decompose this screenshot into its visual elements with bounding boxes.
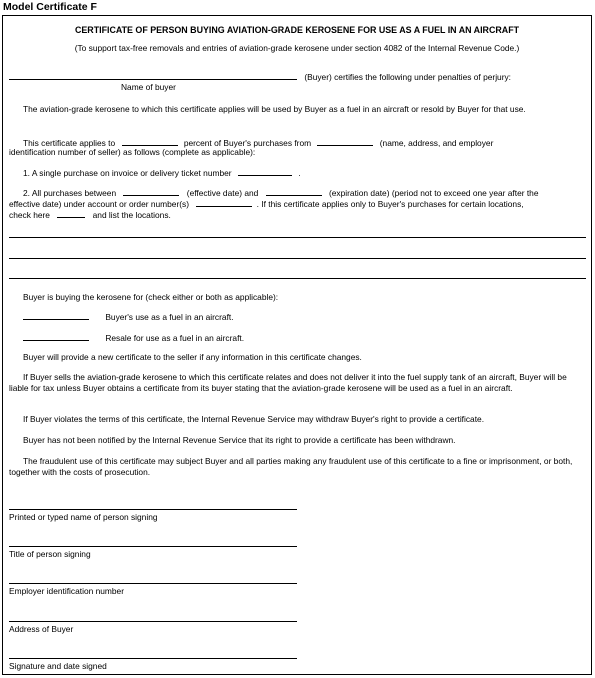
invoice-number-field[interactable]	[238, 167, 292, 176]
item-2-text-3: (expiration date) (period not to exceed one year after the	[328, 188, 539, 198]
item-2-line-3	[9, 209, 171, 221]
printed-name-label: Printed or typed name of person signing	[9, 512, 158, 522]
item-2-text-6: check here	[9, 210, 50, 220]
use-paragraph: The aviation-grade kerosene to which this certificate applies will be used by Buyer as a fuel in an aircraft or resold by Buyer for that use.	[23, 104, 526, 114]
item-2-line-2	[9, 198, 524, 210]
address-label: Address of Buyer	[9, 624, 74, 634]
violates-text: If Buyer violates the terms of this certificate, the Internal Revenue Service may withdraw Buyer's right to provide a certificate.	[23, 414, 485, 424]
location-line-3[interactable]	[9, 278, 586, 279]
effective-date-field[interactable]	[123, 187, 179, 196]
applies-text-1: This certificate applies to	[23, 138, 116, 148]
new-certificate-text: Buyer will provide a new certificate to the seller if any information in this certificate changes.	[23, 352, 362, 362]
model-certificate-title: Model Certificate F	[3, 1, 97, 13]
ein-label: Employer identification number	[9, 586, 124, 596]
location-line-2[interactable]	[9, 258, 586, 259]
applies-text-3: (name, address, and employer	[379, 138, 494, 148]
account-number-field[interactable]	[196, 198, 252, 207]
buyer-name-row	[9, 71, 511, 83]
signature-label: Signature and date signed	[9, 661, 107, 671]
buyer-name-field[interactable]	[9, 71, 297, 80]
item-1-row	[23, 167, 301, 179]
seller-field[interactable]	[317, 137, 373, 146]
buying-for-text: Buyer is buying the kerosene for (check either or both as applicable):	[23, 292, 279, 302]
applies-text-2: percent of Buyer's purchases from	[183, 138, 312, 148]
sells-paragraph: If Buyer sells the aviation-grade kerosene to which this certificate relates and does not deliver it into the fuel supply tank of an aircraft, Buyer will be liable for tax unless Buyer obtains a certificate from its buyer stating that the aviation-grade kerosene will be used as a fuel in an aircraft.	[9, 372, 567, 393]
item-2-text-5: . If this certificate applies only to Buyer's purchases for certain locations,	[256, 199, 524, 209]
fraud-paragraph: The fraudulent use of this certificate may subject Buyer and all parties making any fraudulent use of this certificate to a fine or imprisonment, or both, together with the costs of prosecution.	[9, 456, 573, 477]
item-2-row	[23, 187, 539, 199]
applies-line-2: identification number of seller) as follows (complete as applicable):	[9, 147, 256, 157]
address-line[interactable]	[9, 621, 297, 622]
item-1-text: 1. A single purchase on invoice or delivery ticket number	[23, 168, 232, 178]
option-1-label: Buyer's use as a fuel in an aircraft.	[105, 312, 234, 322]
option-2-label: Resale for use as a fuel in an aircraft.	[105, 333, 245, 343]
locations-checkbox-blank[interactable]	[57, 209, 85, 218]
buyer-name-label: Name of buyer	[121, 82, 176, 92]
signature-line[interactable]	[9, 658, 297, 659]
item-2-text-1: 2. All purchases between	[23, 188, 117, 198]
notified-text: Buyer has not been notified by the Internal Revenue Service that its right to provide a certificate has been withdrawn.	[23, 435, 456, 445]
certificate-frame	[2, 15, 592, 675]
location-line-1[interactable]	[9, 237, 586, 238]
title-line[interactable]	[9, 546, 297, 547]
option-2-row	[23, 332, 244, 344]
item-1-end: .	[298, 168, 301, 178]
percent-field[interactable]	[122, 137, 178, 146]
option-1-check-field[interactable]	[23, 311, 89, 320]
title-label: Title of person signing	[9, 549, 91, 559]
item-2-text-2: (effective date) and	[186, 188, 259, 198]
ein-line[interactable]	[9, 583, 297, 584]
printed-name-line[interactable]	[9, 509, 297, 510]
item-2-text-7: and list the locations.	[92, 210, 171, 220]
certificate-subtitle: (To support tax-free removals and entries of aviation-grade kerosene under section 4082 of the Internal Revenue Code.)	[74, 43, 520, 53]
option-2-check-field[interactable]	[23, 332, 89, 341]
option-1-row	[23, 311, 234, 323]
buyer-clause: (Buyer) certifies the following under penalties of perjury:	[304, 72, 512, 82]
expiration-date-field[interactable]	[266, 187, 322, 196]
certificate-heading: CERTIFICATE OF PERSON BUYING AVIATION-GRADE KEROSENE FOR USE AS A FUEL IN AN AIRCRAFT	[74, 25, 520, 35]
item-2-text-4: effective date) under account or order number(s)	[9, 199, 190, 209]
